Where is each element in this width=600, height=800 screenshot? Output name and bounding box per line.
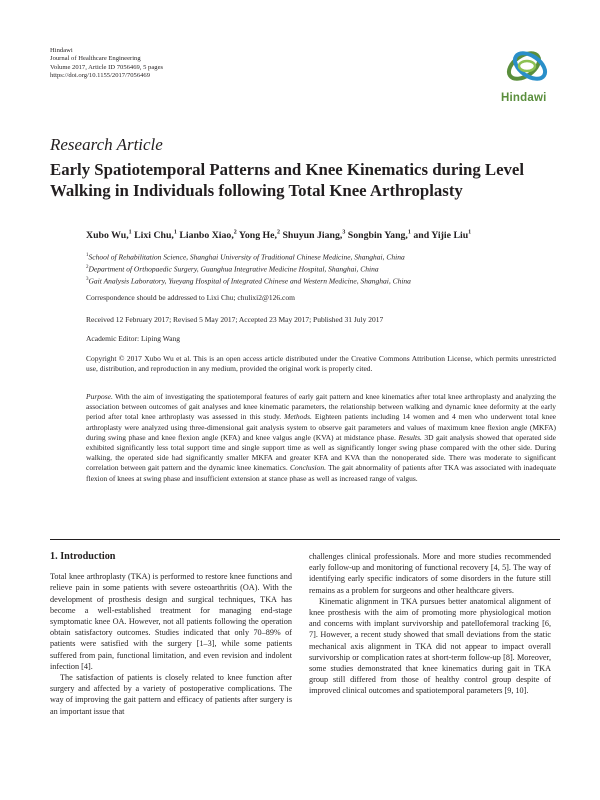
copyright-notice: Copyright © 2017 Xubo Wu et al. This is an open access article distributed under the Creative Commons Attribution License, which permits unrestricted use, distribution, and reproduction in any medium, provided the original work is properly cited. xyxy=(86,354,556,374)
paragraph: Total knee arthroplasty (TKA) is performed to restore knee functions and relieve pain in some patients with severe osteoarthritis (OA). With the development of prosthesis design and surgical techniques, TKA has become a well-established treatment for managing end-stage symptomatic knee OA. However, not all patients following the operation obtain satisfactory outcomes. Studies indicated that only 70–89% of patients were satisfied with the surgery [1–3], while some patients suffered from pain, functional limitation, and even revision and indolent infection [4]. xyxy=(50,572,292,671)
affiliation: $^3$Gait Analysis Laboratory, Yueyang Hospital of Integrated Chinese and Western Medicine, Shanghai, China xyxy=(86,276,411,286)
paragraph: challenges clinical professionals. More and more studies recommended early follow-up and monitoring of functional recovery [4, 5]. The way of identifying early specific indicators of some disorders in the future still remains as a problem for surgeons and other healthcare givers. xyxy=(309,552,551,595)
journal-name: Journal of Healthcare Engineering xyxy=(50,55,141,63)
doi-link[interactable]: https://doi.org/10.1155/2017/7056469 xyxy=(50,71,151,79)
affiliations xyxy=(86,251,556,287)
author[interactable]: Yong He,$^2$ xyxy=(238,230,280,242)
author-list xyxy=(86,230,566,241)
academic-editor: Academic Editor: Liping Wang xyxy=(86,334,181,343)
affiliation: $^1$School of Rehabilitation Science, Shanghai University of Traditional Chinese Medicine, Shanghai, China xyxy=(86,252,405,262)
section-divider xyxy=(50,539,560,540)
article-type: Research Article xyxy=(50,135,163,154)
logo-wordmark: Hindawi xyxy=(501,92,547,104)
publication-dates: Received 12 February 2017; Revised 5 May 2017; Accepted 23 May 2017; Published 31 July 2017 xyxy=(86,315,384,324)
abstract-purpose: With the aim of investigating the spatiotemporal features of early gait pattern and knee kinematics after total knee arthroplasty and analyzing the association between outcomes of gait analyses and knee kinematic parameters, the relationship between walking and dynamic knee deformity at the early period after total knee arthroplasty was assessed in this study. xyxy=(86,392,556,422)
volume-line: Volume 2017, Article ID 7056469, 5 pages xyxy=(50,63,164,71)
author[interactable]: Lixi Chu,$^1$ xyxy=(134,230,177,242)
correspondence: Correspondence should be addressed to Lixi Chu; chulixi2@126.com xyxy=(86,293,295,302)
paragraph: The satisfaction of patients is closely related to knee function after surgery and affected by a variety of postoperative complications. The way of improving the gait pattern and efficacy of patients after surgery is an important issue that xyxy=(50,673,292,716)
author[interactable]: Xubo Wu,$^1$ xyxy=(86,230,132,242)
abstract-results: 3D gait analysis showed that operated side exhibited significantly less total support time and single support time as well as significantly longer swing phase compared with the other side. During walking, the operated side had significantly smaller MKFA and greater KFA and KVA than the nonoperated side. There was moderate to significant correlation between gait pattern and the dynamic knee kinematics. xyxy=(86,432,556,473)
abstract-results-label: Results. xyxy=(398,432,422,442)
hindawi-logo xyxy=(497,40,557,108)
abstract xyxy=(86,392,556,484)
paragraph: Kinematic alignment in TKA pursues better anatomical alignment of knee prosthesis with the aim of promoting more physiological motion and concerns with implant survivorship and patellofemoral tracking [6, 7]. However, a recent study showed that small deviations from the static mechanical axis alignment in TKA did not appear to impact overall survivorship or complication rates at short-term follow-up [8]. Moreover, some studies demonstrated that knee kinematics during gait in TKA group still differed from those of healthy control group despite of improved clinical outcomes and spatiotemporal parameters [9, 10]. xyxy=(309,596,551,696)
abstract-conclusion: The gait abnormality of patients after TKA was associated with inadequate flexion of knees at swing phase and insufficient extension at stance phase as well as increased range of valgus. xyxy=(86,463,556,483)
abstract-purpose-label: Purpose. xyxy=(86,392,113,401)
abstract-methods: Eighteen patients including 14 women and 4 men who underwent total knee arthroplasty were analyzed using three-dimensional gait analysis system to observe gait parameters and values of maximum knee flexion angle (MKFA) during swing phase and knee flexion angle (KFA) and knee valgus angle (KVA) at midstance phase. xyxy=(86,412,556,442)
publisher-name: Hindawi xyxy=(50,47,73,54)
section-title: 1. Introduction xyxy=(50,551,116,562)
hindawi-logo-icon xyxy=(497,40,557,92)
author[interactable]: Songbin Yang,$^1$ xyxy=(347,230,411,242)
body-column-right xyxy=(309,551,551,697)
journal-header xyxy=(50,47,163,80)
author[interactable]: Shuyun Jiang,$^3$ xyxy=(282,230,346,242)
author[interactable]: and Yijie Liu$^1$ xyxy=(413,230,472,242)
abstract-methods-label: Methods. xyxy=(284,412,312,422)
author[interactable]: Lianbo Xiao,$^2$ xyxy=(179,230,237,242)
article-title: Early Spatiotemporal Patterns and Knee Kinematics during Level Walking in Individuals following Total Knee Arthroplasty xyxy=(50,160,525,200)
body-column-left xyxy=(50,551,292,717)
abstract-conclusion-label: Conclusion. xyxy=(289,463,326,473)
affiliation: $^2$Department of Orthopaedic Surgery, Guanghua Integrative Medicine Hospital, Shanghai, China xyxy=(86,264,379,274)
